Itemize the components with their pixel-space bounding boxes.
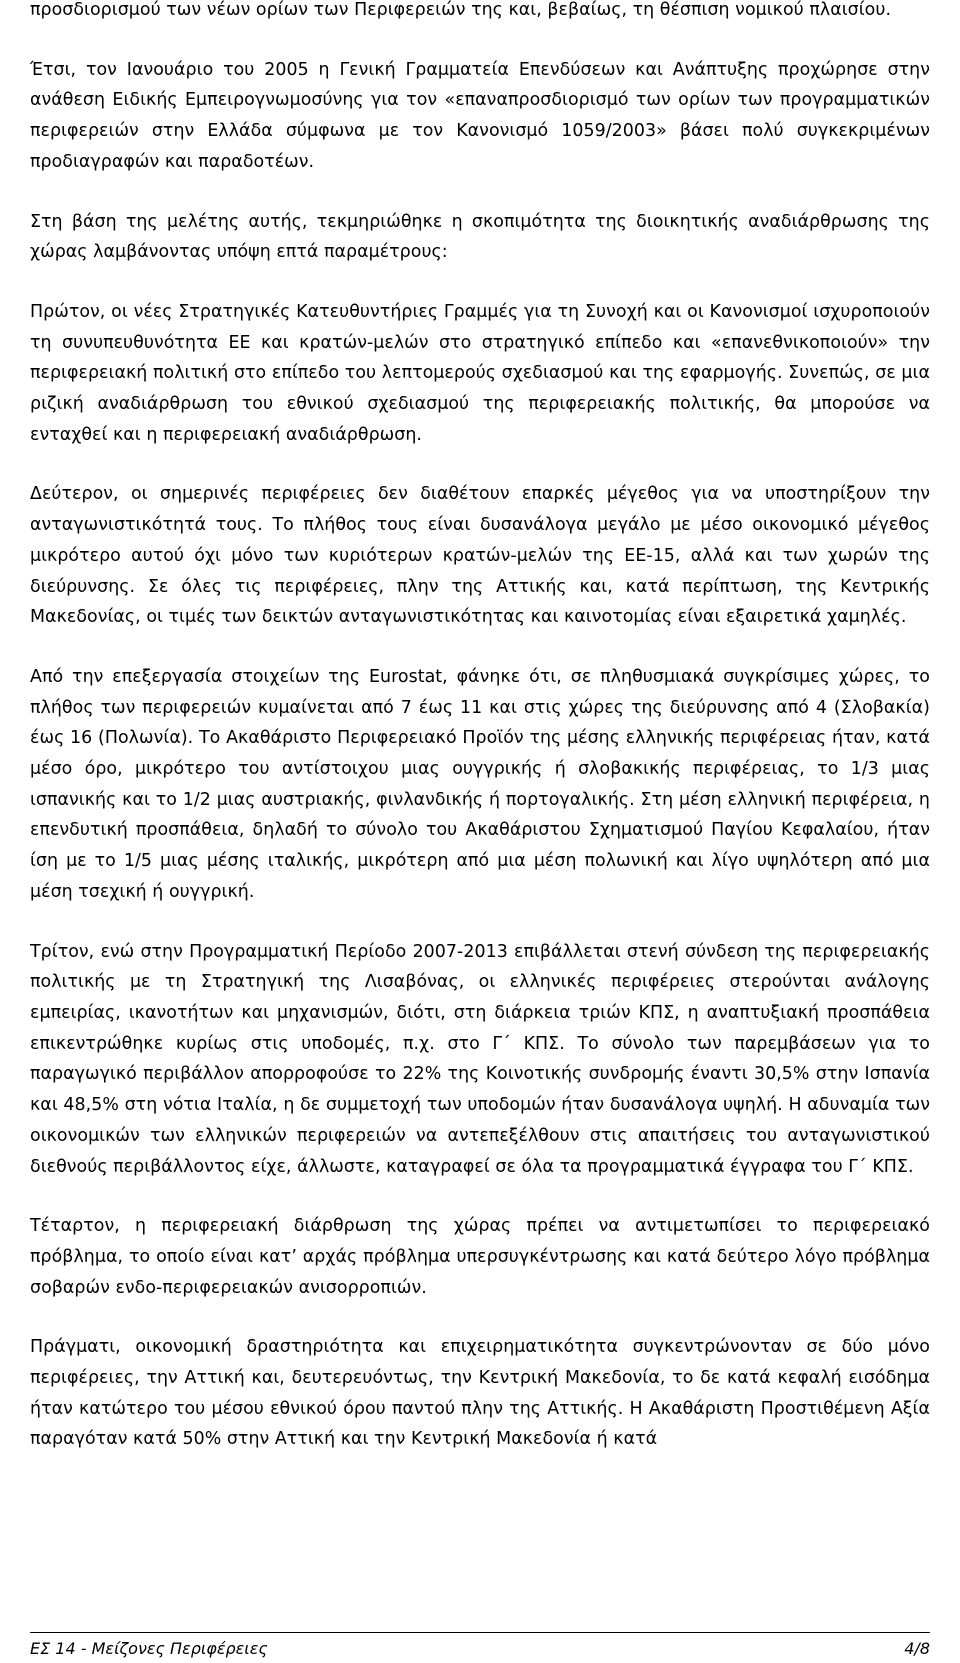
paragraph: Έτσι, τον Ιανουάριο του 2005 η Γενική Γραμματεία Επενδύσεων και Ανάπτυξης προχώρησε στην ανάθεση Ειδικής Εμπειρογνωμοσύνης για τον «επαναπροσδιορισμό των ορίων των προγραμματικών περιφερειών στην Ελλάδα σύμφωνα με τον Κανονισμό 1059/2003» βάσει πολύ συγκεκριμένων προδιαγραφών και παραδοτέων. — [30, 59, 930, 172]
document-body — [30, 0, 930, 1484]
page-footer — [30, 1632, 930, 1659]
paragraph: προσδιορισμού των νέων ορίων των Περιφερειών της και, βεβαίως, τη θέσπιση νομικού πλαισίου. — [30, 0, 892, 20]
paragraph: Τέταρτον, η περιφερειακή διάρθρωση της χώρας πρέπει να αντιμετωπίσει το περιφερειακό πρόβλημα, το οποίο είναι κατ’ αρχάς πρόβλημα υπερσυγκέντρωσης και κατά δεύτερο λόγο πρόβλημα σοβαρών ενδο-περιφερειακών ανισορροπιών. — [30, 1216, 930, 1298]
paragraph: Πράγματι, οικονομική δραστηριότητα και επιχειρηματικότητα συγκεντρώνονταν σε δύο μόνο περιφέρειες, την Αττική και, δευτερευόντως, την Κεντρική Μακεδονία, το δε κατά κεφαλή εισόδημα ήταν κατώτερο του μέσου εθνικού όρου παντού πλην της Αττικής. Η Ακαθάριστη Προστιθέμενη Αξία παραγόταν κατά 50% στην Αττική και την Κεντρική Μακεδονία ή κατά — [30, 1337, 930, 1450]
paragraph: Δεύτερον, οι σημερινές περιφέρειες δεν διαθέτουν επαρκές μέγεθος για να υποστηρίξουν την ανταγωνιστικότητά τους. Το πλήθος τους είναι δυσανάλογα μεγάλο με μέσο οικονομικό μέγεθος μικρότερο αυτού όχι μόνο των κυριότερων κρατών-μελών της ΕΕ-15, αλλά και των χωρών της διεύρυνσης. Σε όλες τις περιφέρειες, πλην της Αττικής και, κατά περίπτωση, της Κεντρικής Μακεδονίας, οι τιμές των δεικτών ανταγωνιστικότητας και καινοτομίας είναι εξαιρετικά χαμηλές. — [30, 484, 930, 628]
paragraph: Τρίτον, ενώ στην Προγραμματική Περίοδο 2007-2013 επιβάλλεται στενή σύνδεση της περιφερειακής πολιτικής με τη Στρατηγική της Λισαβόνας, οι ελληνικές περιφέρειες στερούνται ανάλογης εμπειρίας, ικανοτήτων και μηχανισμών, διότι, στη διάρκεια τριών ΚΠΣ, η αναπτυξιακή προσπάθεια επικεντρώθηκε κυρίως στις υποδομές, π.χ. στο Γ΄ ΚΠΣ. Το σύνολο των παρεμβάσεων για το παραγωγικό περιβάλλον απορροφούσε το 22% της Κοινοτικής συνδρομής έναντι 30,5% στην Ισπανία και 48,5% στη νότια Ιταλία, η δε συμμετοχή των υποδομών ήταν δυσανάλογα υψηλή. Η αδυναμία των οικονομικών των ελληνικών περιφερειών να αντεπεξέλθουν στις απαιτήσεις του ανταγωνιστικού διεθνούς περιβάλλοντος είχε, άλλωστε, καταγραφεί σε όλα τα προγραμματικά έγγραφα του Γ΄ ΚΠΣ. — [30, 941, 930, 1177]
paragraph: Πρώτον, οι νέες Στρατηγικές Κατευθυντήριες Γραμμές για τη Συνοχή και οι Κανονισμοί ισχυροποιούν τη συνυπευθυνότητα ΕΕ και κρατών-μελών στο στρατηγικό επίπεδο και «επανεθνικοποιούν» την περιφερειακή πολιτική στο επίπεδο του λεπτομερούς σχεδιασμού και της εφαρμογής. Συνεπώς, σε μια ριζική αναδιάρθρωση του εθνικού σχεδιασμού της περιφερειακής πολιτικής, θα μπορούσε να ενταχθεί και η περιφερειακή αναδιάρθρωση. — [30, 301, 930, 445]
page-number: 4/8 — [904, 1639, 930, 1658]
paragraph: Από την επεξεργασία στοιχείων της Eurostat, φάνηκε ότι, σε πληθυσμιακά συγκρίσιμες χώρες, το πλήθος των περιφερειών κυμαίνεται από 7 έως 11 και στις χώρες της διεύρυνσης από 4 (Σλοβακία) έως 16 (Πολωνία). Το Ακαθάριστο Περιφερειακό Προϊόν της μέσης ελληνικής περιφέρειας ήταν, κατά μέσο όρο, μικρότερο του αντίστοιχου μιας ουγγρικής ή σλοβακικής περιφέρειας, το 1/3 μιας ισπανικής και το 1/2 μιας αυστριακής, φινλανδικής ή πορτογαλικής. Στη μέση ελληνική περιφέρεια, η επενδυτική προσπάθεια, δηλαδή το σύνολο του Ακαθάριστου Σχηματισμού Παγίου Κεφαλαίου, ήταν ίση με το 1/5 μιας μέσης ιταλικής, μικρότερη από μια μέση πολωνική και λίγο υψηλότερη από μια μέση τσεχική ή ουγγρική. — [30, 666, 930, 902]
paragraph: Στη βάση της μελέτης αυτής, τεκμηριώθηκε η σκοπιμότητα της διοικητικής αναδιάρθρωσης της χώρας λαμβάνοντας υπόψη επτά παραμέτρους: — [30, 211, 930, 263]
footer-title: ΕΣ 14 - Μείζονες Περιφέρειες — [30, 1639, 268, 1658]
